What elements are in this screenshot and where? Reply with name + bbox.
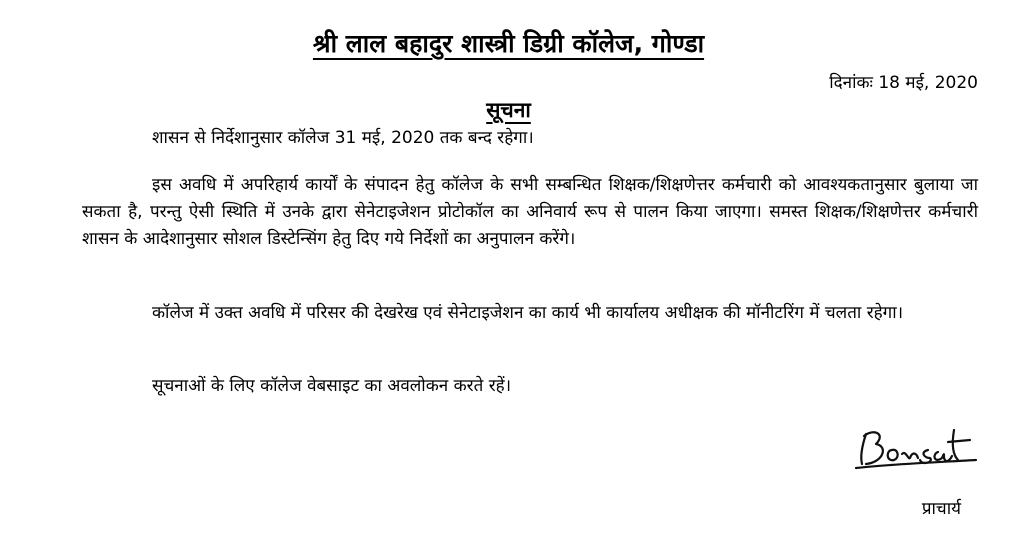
notice-heading: सूचना: [486, 98, 531, 122]
handwritten-signature: [852, 420, 980, 472]
notice-paragraph-2: इस अवधि में अपरिहार्य कार्यों के संपादन हेतु कॉलेज के सभी सम्बन्धित शिक्षक/शिक्षणेत्तर कर्मचारी को आवश्यकतानुसार बुलाया जा सकता है, परन्तु ऐसी स्थिति में उनके द्वारा सेनेटाइजेशन प्रोटोकॉल का अनिवार्य रूप से पालन किया जाएगा। समस्त शिक्षक/शिक्षणेत्तर कर्मचारी शासन के आदेशानुसार सोशल डिस्टेन्सिंग हेतु दिए गये निर्देशों का अनुपालन करेंगे।: [82, 175, 978, 249]
notice-paragraph-4: सूचनाओं के लिए कॉलेज वेबसाइट का अवलोकन करते रहें।: [152, 376, 512, 396]
notice-paragraph-3: कॉलेज में उक्त अवधि में परिसर की देखरेख एवं सेनेटाइजेशन का कार्य भी कार्यालय अधीक्षक की मॉनीटरिंग में चलता रहेगा।: [152, 303, 904, 323]
principal-label: प्राचार्य: [921, 499, 961, 519]
notice-date: दिनांकः 18 मई, 2020: [829, 73, 978, 93]
notice-paragraph-1: शासन से निर्देशानुसार कॉलेज 31 मई, 2020 तक बन्द रहेगा।: [152, 128, 534, 148]
college-title: श्री लाल बहादुर शास्त्री डिग्री कॉलेज, गोण्डा: [312, 29, 705, 58]
